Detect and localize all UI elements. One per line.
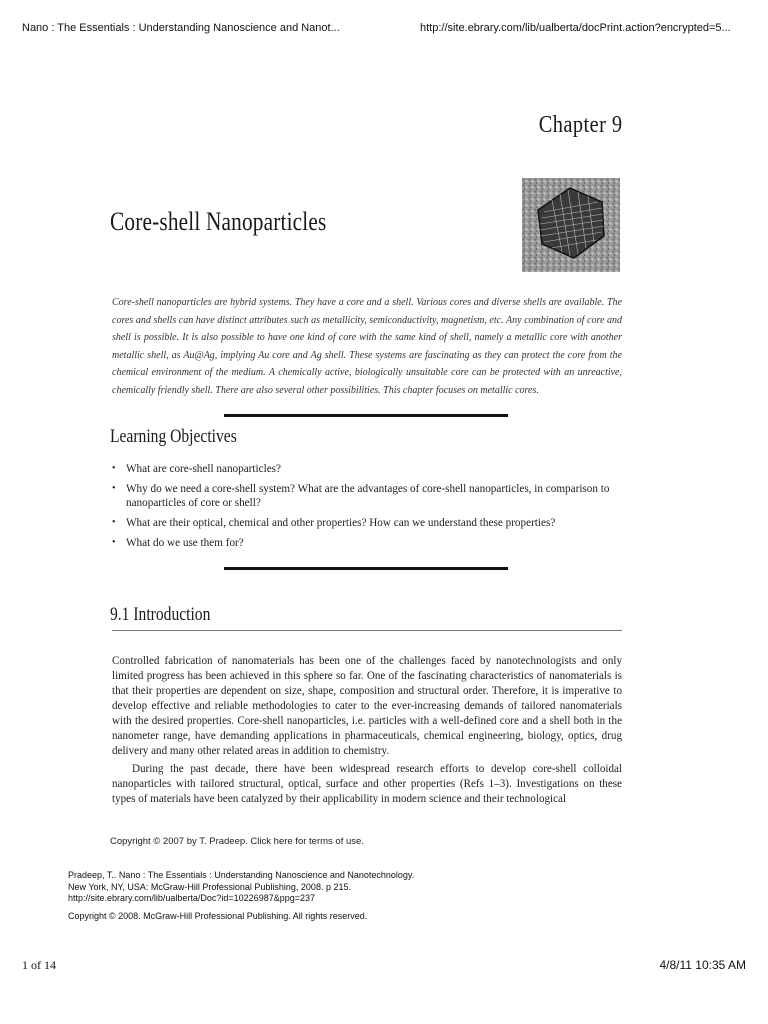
citation-line: Pradeep, T.. Nano : The Essentials : Understanding Nanoscience and Nanotechnology. xyxy=(68,870,415,880)
print-header-title: Nano : The Essentials : Understanding Nanoscience and Nanot... xyxy=(22,22,340,34)
paragraph: Controlled fabrication of nanomaterials has been one of the challenges faced by nanotechnologists and only limited progress has been achieved in this sphere so far. One of the fascinating characteristics of nanomaterials is that their properties are dependent on size, shape, composition and structural order. Therefore, it is imperative to develop effective and reliable methodologies to cater to the ever-increasing demands of tailored nanomaterials with the desired properties. Core-shell nanoparticles, i.e. particles with a well-defined core and a shell both in the nanometer range, have demanding applications in pharmaceuticals, chemical engineering, biology, optics, drug delivery and many other related areas in addition to chemistry. xyxy=(112,655,622,757)
section-divider xyxy=(224,414,508,417)
list-item: • What are their optical, chemical and other properties? How can we understand these properties? xyxy=(112,516,624,530)
copyright-terms-link[interactable]: Copyright © 2007 by T. Pradeep. Click here for terms of use. xyxy=(110,836,364,847)
print-datetime: 4/8/11 10:35 AM xyxy=(659,958,746,972)
chapter-abstract: Core-shell nanoparticles are hybrid systems. They have a core and a shell. Various cores and diverse shells are available. The cores and shells can have distinct attributes such as metallicity, semiconductivity, magnetism, etc. Any combination of core and shell is possible. It is also possible to have one kind of core with the same kind of shell, namely a metallic core with another metallic shell, as Au@Ag, implying Au core and Ag shell. These systems are fascinating as they can protect the core from the chemical environment of the medium. A chemically active, biologically unsuitable core can be protected with an unreactive, chemically friendly shell. There are also several other possibilities. This chapter focuses on metallic cores. xyxy=(112,297,622,396)
section-divider xyxy=(224,567,508,570)
heading-underline xyxy=(112,630,622,631)
citation-line: New York, NY, USA: McGraw-Hill Professional Publishing, 2008. p 215. xyxy=(68,881,351,892)
citation-url[interactable]: http://site.ebrary.com/lib/ualberta/Doc?id=10226987&ppg=237 xyxy=(68,893,315,903)
citation-copyright: Copyright © 2008. McGraw-Hill Professional Publishing. All rights reserved. xyxy=(68,910,368,921)
list-item: • Why do we need a core-shell system? What are the advantages of core-shell nanoparticles, in comparison to nanoparticles of core or shell? xyxy=(112,482,624,510)
page-count: 1 of 14 xyxy=(22,958,56,972)
nanoparticle-image xyxy=(522,178,620,272)
chapter-title: Core-shell Nanoparticles xyxy=(110,207,327,236)
list-item: • What do we use them for? xyxy=(112,536,624,550)
section-heading: 9.1 Introduction xyxy=(110,604,211,625)
paragraph: During the past decade, there have been widespread research efforts to develop core-shell colloidal nanoparticles with tailored structural, optical, surface and other properties (Refs 1–3). Investigations on these types of materials have been catalyzed by their applicability in modern science and their technological xyxy=(112,763,622,805)
citation-block xyxy=(68,870,414,922)
learning-objectives-list xyxy=(112,462,624,556)
list-item: • What are core-shell nanoparticles? xyxy=(112,462,624,476)
chapter-figure xyxy=(522,178,620,272)
learning-objectives-heading: Learning Objectives xyxy=(110,426,237,447)
chapter-label: Chapter 9 xyxy=(538,112,622,138)
print-header-url[interactable]: http://site.ebrary.com/lib/ualberta/docPrint.action?encrypted=5... xyxy=(420,22,731,34)
body-text xyxy=(112,654,622,810)
